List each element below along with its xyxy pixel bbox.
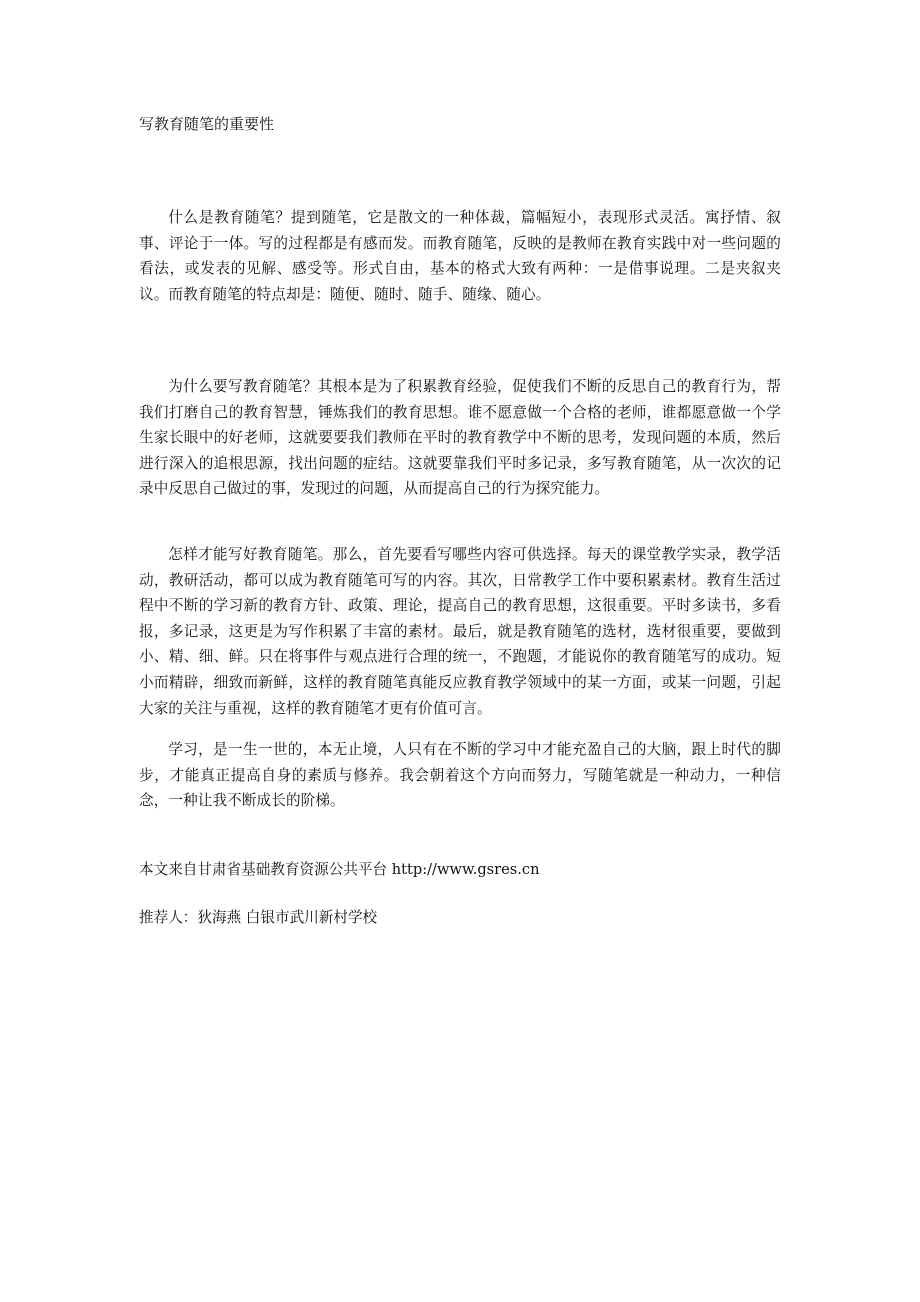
paragraph-what-is-essay: 什么是教育随笔？提到随笔，它是散文的一种体裁，篇幅短小，表现形式灵活。寓抒情、叙事、评论于一体。写的过程都是有感而发。而教育随笔，反映的是教师在教育实践中对一些问题的看法，或发表的见解、感受等。形式自由，基本的格式大致有两种：一是借事说理。二是夹叙夹议。而教育随笔的特点却是：随便、随时、随手、随缘、随心。 (139, 209, 781, 303)
recommender-line: 推荐人：狄海燕 白银市武川新村学校 (139, 909, 378, 926)
paragraph-conclusion: 学习，是一生一世的，本无止境，人只有在不断的学习中才能充盈自己的大脑，跟上时代的脚步，才能真正提高自身的素质与修养。我会朝着这个方向而努力，写随笔就是一种动力，一种信念，一种让我不断成长的阶梯。 (139, 741, 781, 810)
document-title: 写教育随笔的重要性 (139, 115, 275, 133)
paragraph-how-to-write: 怎样才能写好教育随笔。那么，首先要看写哪些内容可供选择。每天的课堂教学实录，教学活动，教研活动，都可以成为教育随笔可写的内容。其次，日常教学工作中要积累素材。教育生活过程中不断的学习新的教育方针、政策、理论，提高自己的教育思想，这很重要。平时多读书，多看报，多记录，这更是为写作积累了丰富的素材。最后，就是教育随笔的选材，选材很重要，要做到小、精、细、鲜。只在将事件与观点进行合理的统一，不跑题，才能说你的教育随笔写的成功。短小而精辟，细致而新鲜，这样的教育随笔真能反应教育教学领域中的某一方面，或某一问题，引起大家的关注与重视，这样的教育随笔才更有价值可言。 (139, 546, 781, 717)
source-line: 本文来自甘肃省基础教育资源公共平台 http://www.gsres.cn (139, 861, 540, 878)
paragraph-why-write: 为什么要写教育随笔？其根本是为了积累教育经验，促使我们不断的反思自己的教育行为，帮我们打磨自己的教育智慧，锤炼我们的教育思想。谁不愿意做一个合格的老师，谁都愿意做一个学生家长眼中的好老师，这就要要我们教师在平时的教育教学中不断的思考，发现问题的本质，然后进行深入的追根思源，找出问题的症结。这就要靠我们平时多记录，多写教育随笔，从一次次的记录中反思自己做过的事，发现过的问题，从而提高自己的行为探究能力。 (139, 378, 781, 498)
